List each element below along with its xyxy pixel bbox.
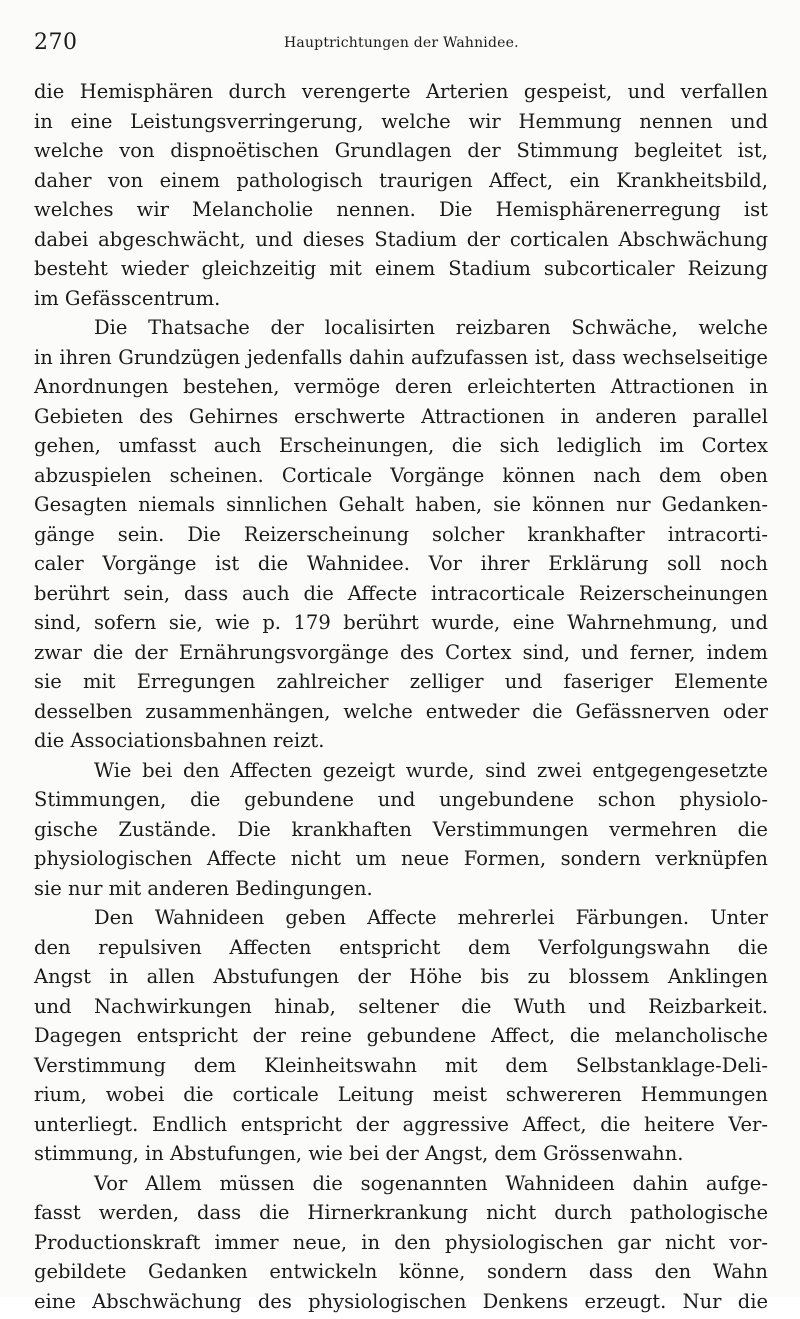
text-line: Gesagten niemals sinnlichen Gehalt haben, sie können nur Gedanken-: [34, 493, 768, 523]
paragraph: [34, 80, 768, 316]
text-line: desselben zusammenhängen, welche entweder die Gefässnerven oder: [34, 700, 768, 730]
text-line: im Gefässcentrum.: [34, 287, 768, 317]
text-line: unterliegt. Endlich entspricht der aggressive Affect, die heitere Ver-: [34, 1113, 768, 1143]
text-line: gebildete Gedanken entwickeln könne, sondern dass den Wahn: [34, 1260, 768, 1290]
text-line: Vor Allem müssen die sogenannten Wahnideen dahin aufge-: [34, 1172, 768, 1202]
text-line: in ihren Grundzügen jedenfalls dahin aufzufassen ist, dass wechselseitige: [34, 346, 768, 376]
text-line: berührt sein, dass auch die Affecte intracorticale Reizerscheinungen: [34, 582, 768, 612]
text-line: Wie bei den Affecten gezeigt wurde, sind zwei entgegengesetzte: [34, 759, 768, 789]
text-line: Die Thatsache der localisirten reizbaren Schwäche, welche: [34, 316, 768, 346]
text-line: in eine Leistungsverringerung, welche wir Hemmung nennen und: [34, 110, 768, 140]
text-line: sie mit Erregungen zahlreicher zelliger und faseriger Elemente: [34, 670, 768, 700]
text-line: eine Abschwächung des physiologischen Denkens erzeugt. Nur die: [34, 1290, 768, 1319]
running-head: [34, 28, 768, 60]
text-line: zwar die der Ernährungsvorgänge des Cortex sind, und ferner, indem: [34, 641, 768, 671]
text-line: Gebieten des Gehirnes erschwerte Attractionen in anderen parallel: [34, 405, 768, 435]
page-number: 270: [34, 30, 78, 55]
text-line: abzuspielen scheinen. Corticale Vorgänge können nach dem oben: [34, 464, 768, 494]
running-title: Hauptrichtungen der Wahnidee.: [284, 35, 519, 51]
text-line: die Associationsbahnen reizt.: [34, 729, 768, 759]
text-line: dabei abgeschwächt, und dieses Stadium der corticalen Abschwächung: [34, 228, 768, 258]
text-line: Angst in allen Abstufungen der Höhe bis zu blossem Anklingen: [34, 965, 768, 995]
text-line: gänge sein. Die Reizerscheinung solcher krankhafter intracorti-: [34, 523, 768, 553]
text-line: Anordnungen bestehen, vermöge deren erleichterten Attractionen in: [34, 375, 768, 405]
text-line: welche von dispnoëtischen Grundlagen der Stimmung begleitet ist,: [34, 139, 768, 169]
text-line: sind, sofern sie, wie p. 179 berührt wurde, eine Wahrnehmung, und: [34, 611, 768, 641]
text-line: besteht wieder gleichzeitig mit einem Stadium subcorticaler Reizung: [34, 257, 768, 287]
text-line: rium, wobei die corticale Leitung meist schwereren Hemmungen: [34, 1083, 768, 1113]
paragraph: [34, 759, 768, 907]
text-line: physiologischen Affecte nicht um neue Formen, sondern verknüpfen: [34, 847, 768, 877]
text-line: und Nachwirkungen hinab, seltener die Wuth und Reizbarkeit.: [34, 995, 768, 1025]
paragraph: [34, 906, 768, 1172]
text-line: gehen, umfasst auch Erscheinungen, die sich lediglich im Cortex: [34, 434, 768, 464]
text-line: daher von einem pathologisch traurigen Affect, ein Krankheitsbild,: [34, 169, 768, 199]
body-text: [34, 80, 768, 1319]
text-line: Productionskraft immer neue, in den physiologischen gar nicht vor-: [34, 1231, 768, 1261]
text-line: den repulsiven Affecten entspricht dem Verfolgungswahn die: [34, 936, 768, 966]
text-line: fasst werden, dass die Hirnerkrankung nicht durch pathologische: [34, 1201, 768, 1231]
text-line: gische Zustände. Die krankhaften Verstimmungen vermehren die: [34, 818, 768, 848]
text-line: welches wir Melancholie nennen. Die Hemisphärenerregung ist: [34, 198, 768, 228]
text-line: Dagegen entspricht der reine gebundene Affect, die melancholische: [34, 1024, 768, 1054]
text-line: stimmung, in Abstufungen, wie bei der Angst, dem Grössenwahn.: [34, 1142, 768, 1172]
text-line: Stimmungen, die gebundene und ungebundene schon physiolo-: [34, 788, 768, 818]
text-line: sie nur mit anderen Bedingungen.: [34, 877, 768, 907]
text-line: die Hemisphären durch verengerte Arterien gespeist, und verfallen: [34, 80, 768, 110]
text-line: Den Wahnideen geben Affecte mehrerlei Färbungen. Unter: [34, 906, 768, 936]
paragraph: [34, 316, 768, 759]
text-line: caler Vorgänge ist die Wahnidee. Vor ihrer Erklärung soll noch: [34, 552, 768, 582]
text-line: Verstimmung dem Kleinheitswahn mit dem Selbstanklage-Deli-: [34, 1054, 768, 1084]
